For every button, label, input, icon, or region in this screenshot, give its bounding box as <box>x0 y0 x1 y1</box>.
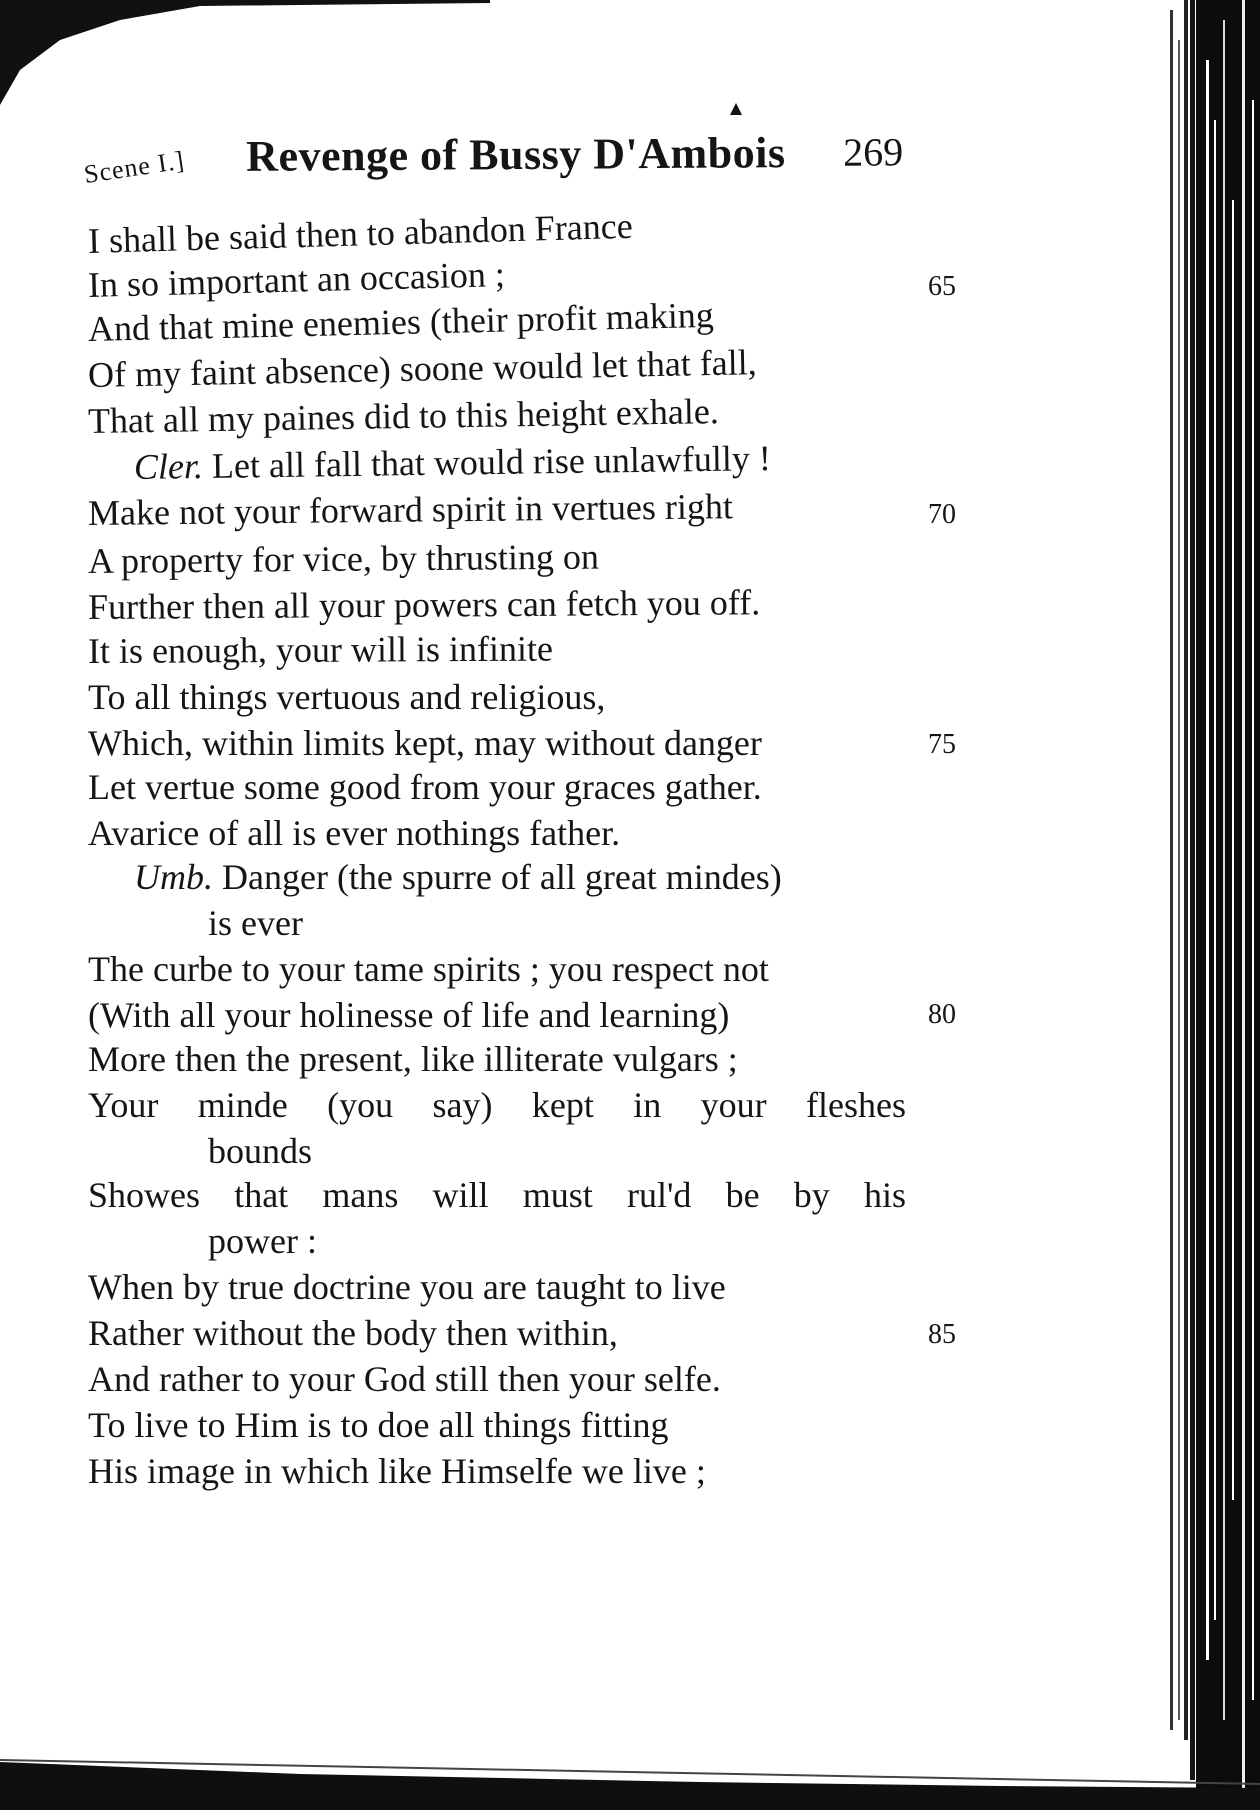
verse-line: Of my faint absence) soone would let that fall, <box>87 342 758 395</box>
verse-line: Make not your forward spirit in vertues right <box>87 486 734 533</box>
running-title: Revenge of Bussy D'Ambois <box>246 128 786 181</box>
verse-line: Cler. Let all fall that would rise unlawfully ! <box>133 438 772 487</box>
verse-line: Rather without the body then within, <box>88 1313 618 1353</box>
verse-line: Showes that mans will must rul'd be by his <box>88 1175 906 1215</box>
speaker-name: Umb. <box>134 857 213 897</box>
verse-line: Your minde (you say) kept in your fleshes <box>88 1085 906 1125</box>
verse-line: (With all your holinesse of life and learning) <box>88 995 730 1035</box>
line-number: 80 <box>928 999 956 1030</box>
triangle-mark-icon <box>729 102 743 116</box>
line-number: 75 <box>928 729 956 760</box>
verse-line: More then the present, like illiterate vulgars ; <box>88 1039 738 1079</box>
line-number: 70 <box>928 499 956 530</box>
verse-line: Umb. Danger (the spurre of all great mindes) <box>134 857 782 897</box>
verse-line: That all my paines did to this height exhale. <box>87 391 720 441</box>
verse-line: A property for vice, by thrusting on <box>87 536 600 581</box>
verse-line: His image in which like Himselfe we live ; <box>88 1451 706 1491</box>
binding-edge-shadow <box>1162 0 1260 1810</box>
scan-bottom-edge <box>0 1752 1260 1810</box>
scan-corner-shadow <box>0 0 490 110</box>
verse-line: In so important an occasion ; <box>87 254 506 305</box>
verse-line-continuation: power : <box>208 1221 317 1261</box>
verse-line: Which, within limits kept, may without danger <box>88 723 762 763</box>
verse-line: And rather to your God still then your selfe. <box>88 1359 721 1399</box>
verse-line: Avarice of all is ever nothings father. <box>88 813 621 853</box>
verse-line: To live to Him is to doe all things fitting <box>88 1405 669 1445</box>
scene-label: Scene I.] <box>82 145 187 190</box>
line-number: 85 <box>928 1319 956 1350</box>
speaker-name: Cler. <box>133 446 204 487</box>
verse-line: Further then all your powers can fetch you off. <box>87 582 761 627</box>
verse-line: And that mine enemies (their profit making <box>87 294 715 349</box>
verse-line: The curbe to your tame spirits ; you respect not <box>88 949 769 989</box>
verse-line: To all things vertuous and religious, <box>88 677 606 717</box>
verse-line-continuation: bounds <box>208 1131 313 1171</box>
line-number: 65 <box>928 271 956 302</box>
verse-line: It is enough, your will is infinite <box>87 628 554 671</box>
page-number: 269 <box>843 129 904 175</box>
verse-line: When by true doctrine you are taught to live <box>88 1267 726 1307</box>
verse-line: Let vertue some good from your graces gather. <box>88 767 762 807</box>
verse-line: I shall be said then to abandon France <box>87 205 634 261</box>
verse-line-continuation: is ever <box>208 903 303 943</box>
